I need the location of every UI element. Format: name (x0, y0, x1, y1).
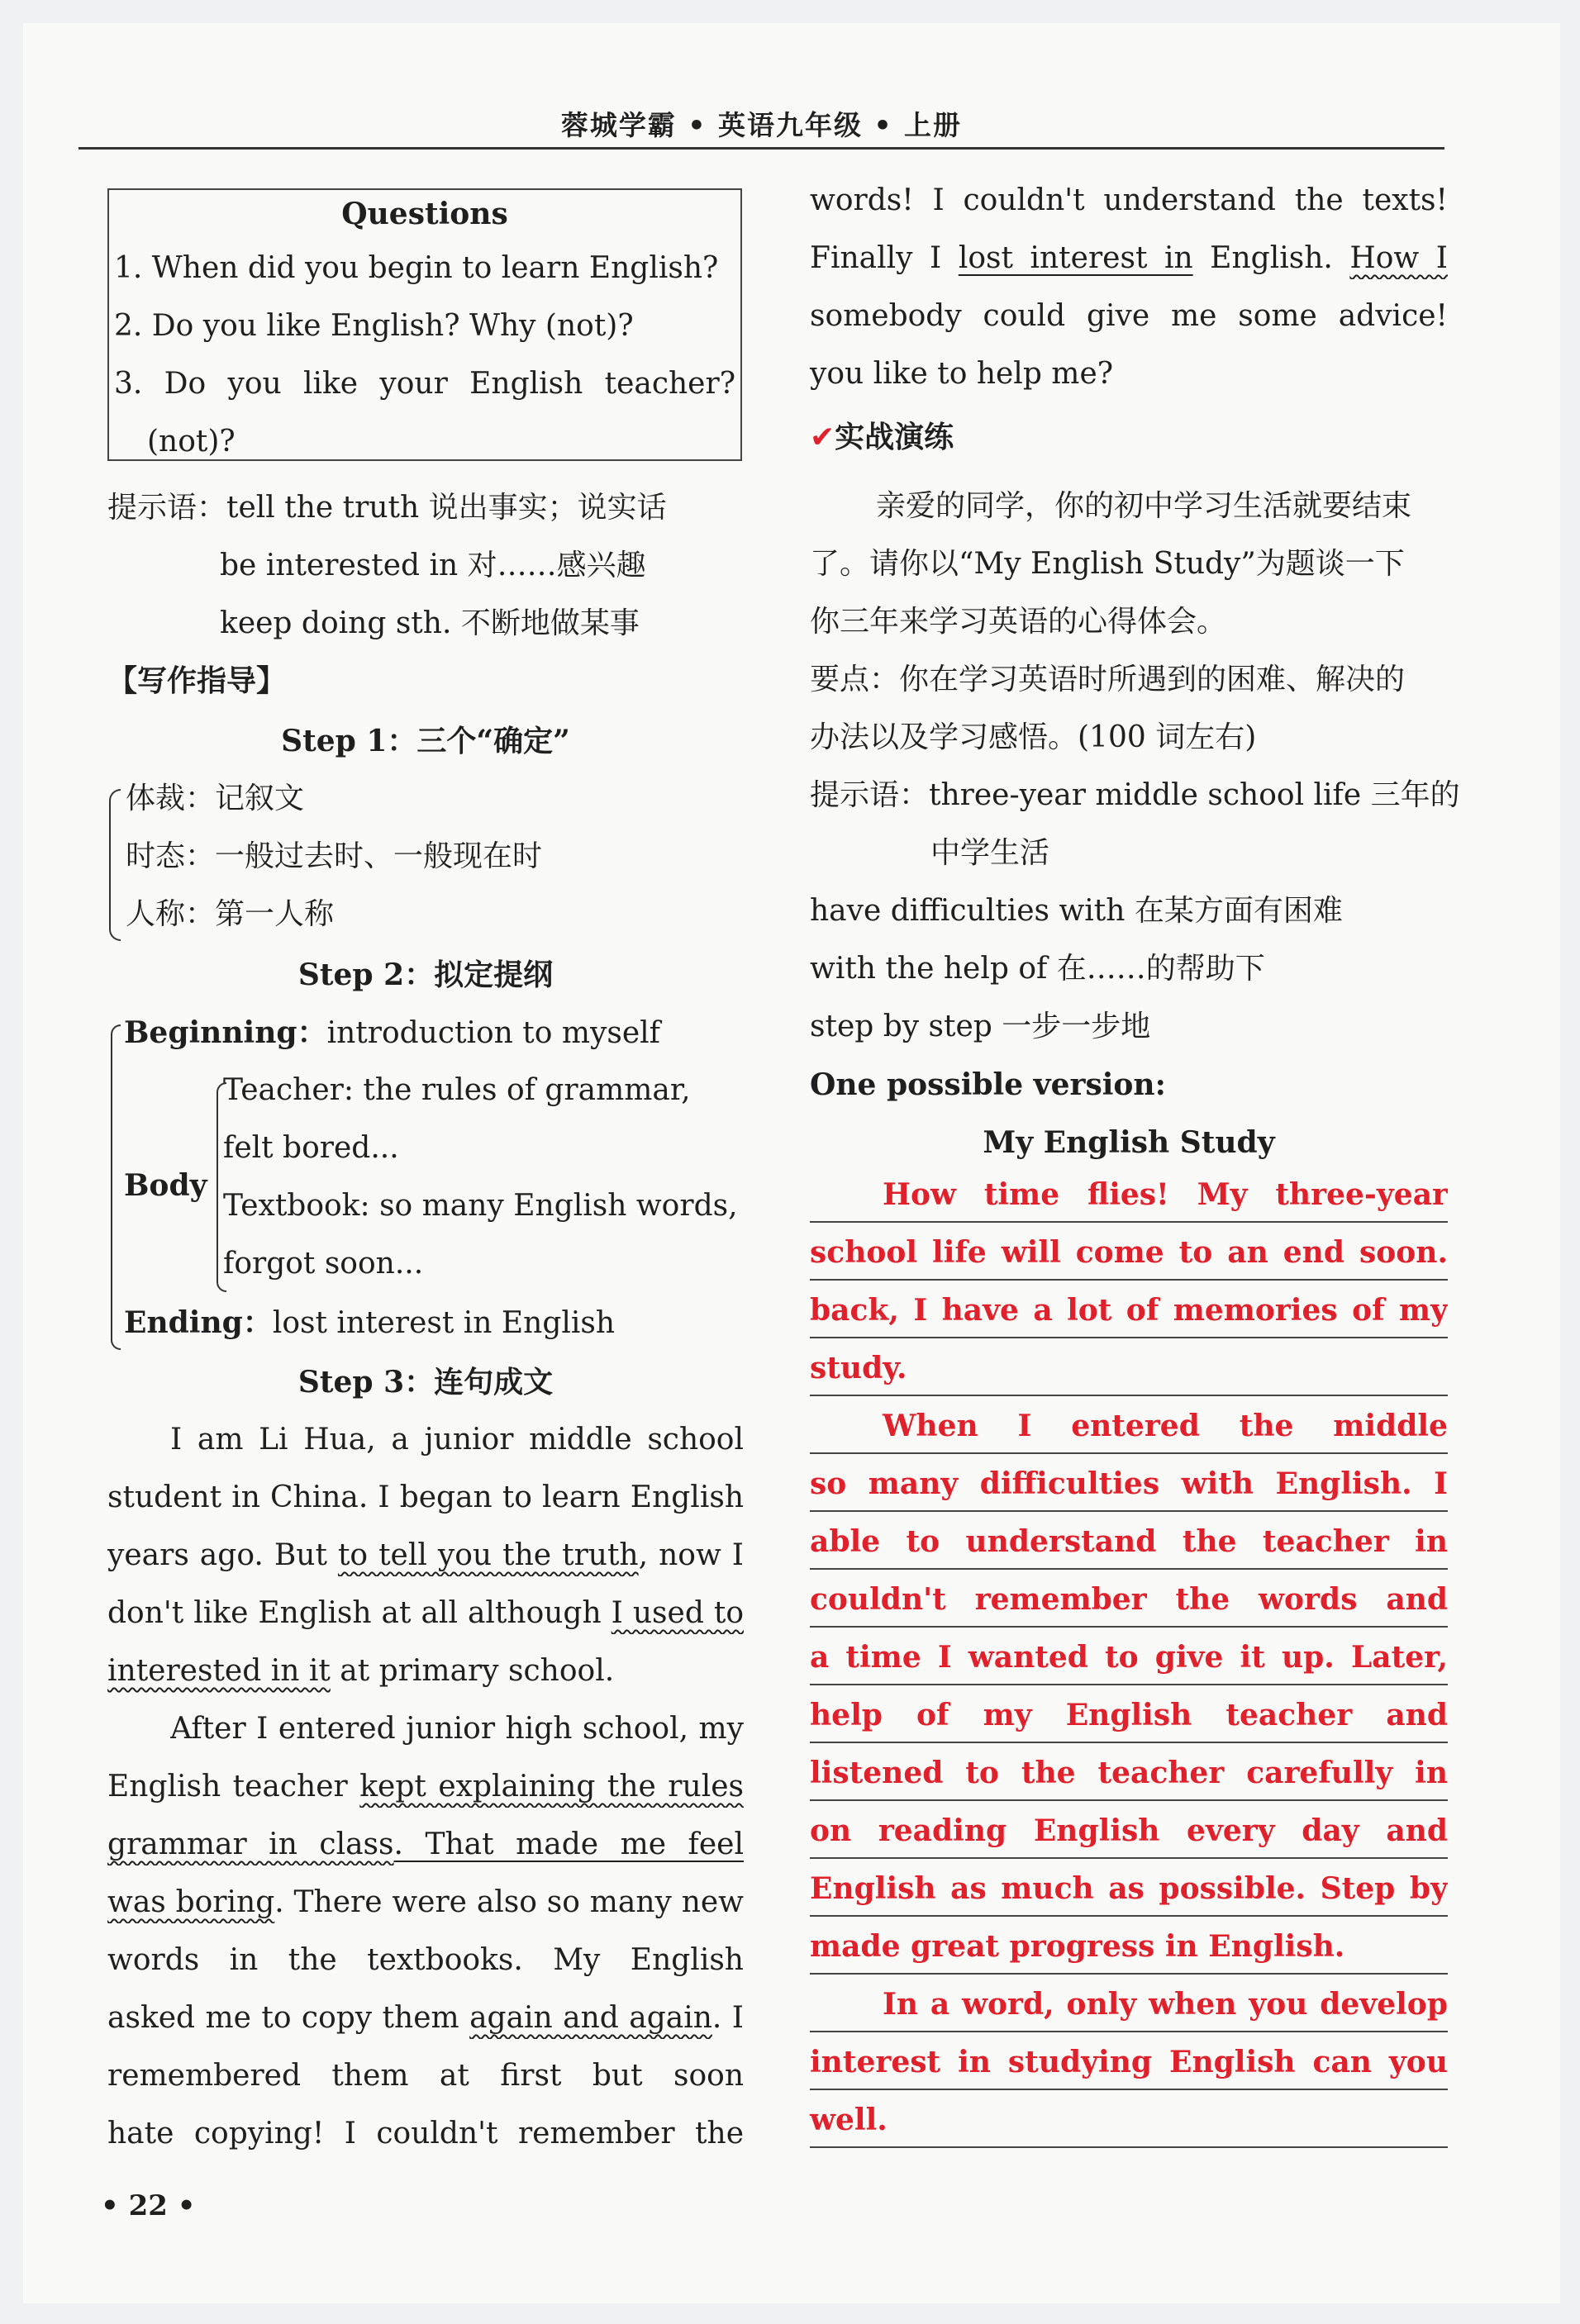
essay-text: at primary school. (330, 1654, 615, 1688)
task-line: 你三年来学习英语的心得体会。 (810, 605, 1227, 639)
task-line: with the help of 在……的帮助下 (810, 952, 1265, 986)
essay-line (107, 1593, 744, 1634)
outline-body-line: forgot soon... (223, 1247, 424, 1281)
task-line: step by step 一步一步地 (810, 1010, 1151, 1043)
answer-line: a time I wanted to give it up. Later, (810, 1634, 1448, 1685)
step1-item-tense: 时态：一般过去时、一般现在时 (126, 839, 543, 873)
wavy-phrase: was boring (107, 1885, 275, 1919)
essay-line (107, 1882, 744, 1923)
hints-label: 提示语： (107, 491, 227, 525)
header-title: 蓉城学霸 • 英语九年级 • 上册 (560, 109, 963, 141)
step1-item-person: 人称：第一人称 (126, 897, 335, 931)
step-2-title: Step 2：拟定提纲 (297, 958, 554, 992)
essay-line (107, 1766, 744, 1808)
answer-line: made great progress in English. (810, 1923, 1448, 1975)
essay-line: somebody could give me some advice! (810, 299, 1448, 333)
essay-line (107, 1998, 744, 2039)
outline-ending (124, 1302, 760, 1344)
outline-brace (111, 1024, 121, 1350)
outline-body-line: felt bored... (223, 1131, 399, 1165)
question-1: 1. When did you begin to learn English? (114, 251, 719, 285)
underlined-phrase: lost interest in (958, 241, 1193, 275)
page-header (79, 97, 1444, 150)
answer-line: well. (810, 2097, 1448, 2148)
task-line: 亲爱的同学，你的初中学习生活就要结束 (876, 489, 1412, 523)
essay-line: I am Li Hua, a junior middle school (170, 1423, 744, 1457)
answer-line: back, I have a lot of memories of my (810, 1287, 1448, 1338)
wavy-phrase: to tell you the truth (337, 1538, 639, 1572)
essay-text: Finally I (810, 241, 959, 275)
essay-line: words! I couldn't understand the texts! (810, 183, 1448, 217)
ending-text: lost interest in English (272, 1306, 616, 1340)
underlined-phrase: . That made me feel (393, 1827, 744, 1861)
essay-line (810, 238, 1448, 279)
answer-line: so many difficulties with English. I (810, 1461, 1448, 1512)
answer-line: In a word, only when you develop (810, 1981, 1448, 2032)
answer-line: help of my English teacher and (810, 1692, 1448, 1743)
outline-beginning (124, 1012, 760, 1054)
wavy-phrase: grammar in class (107, 1827, 394, 1861)
questions-title: Questions (341, 197, 508, 231)
answer-line: English as much as possible. Step by (810, 1865, 1448, 1917)
hints-line-1 (107, 487, 744, 529)
task-line: 办法以及学习感悟。(100 词左右) (810, 720, 1257, 754)
essay-text: . I (711, 2001, 744, 2035)
wavy-phrase: kept explaining the rules (359, 1770, 744, 1804)
practice-title-text: 实战演练 (835, 421, 954, 454)
questions-box (107, 188, 742, 461)
answer-line: on reading English every day and (810, 1808, 1448, 1859)
beginning-label: Beginning： (124, 1015, 327, 1050)
essay-text: English teacher (107, 1770, 360, 1804)
task-line: 了。请你以“My English Study”为题谈一下 (810, 547, 1405, 581)
essay-line: you like to help me? (810, 357, 1114, 391)
hint-item: tell the truth 说出事实；说实话 (226, 491, 667, 525)
answer-line: able to understand the teacher in (810, 1518, 1448, 1570)
outline-body-line: Teacher: the rules of grammar, (223, 1073, 691, 1107)
beginning-text: introduction to myself (326, 1016, 660, 1050)
answer-line: How time flies! My three-year (810, 1172, 1448, 1223)
outline-body-line: Textbook: so many English words, (223, 1189, 738, 1223)
question-2: 2. Do you like English? Why (not)? (114, 309, 634, 343)
page-number: • 22 • (101, 2189, 196, 2222)
answer-line: couldn't remember the words and (810, 1576, 1448, 1628)
essay-text: English. (1192, 241, 1350, 275)
answer-line: interest in studying English can you (810, 2039, 1448, 2090)
wavy-phrase: I used to (611, 1596, 744, 1630)
essay-text: asked me to copy them (107, 2001, 470, 2035)
essay-line: remembered them at first but soon (107, 2059, 744, 2093)
question-3-cont: (not)? (147, 425, 236, 459)
hint-item: be interested in 对……感兴趣 (220, 549, 646, 582)
essay-line: student in China. I began to learn English (107, 1480, 744, 1514)
wavy-phrase: again and again (469, 2001, 712, 2035)
task-line: 要点：你在学习英语时所遇到的困难、解决的 (810, 663, 1406, 696)
step-1-title: Step 1：三个“确定” (281, 724, 570, 758)
answer-line: When I entered the middle (810, 1403, 1448, 1454)
essay-text: don't like English at all although (107, 1596, 612, 1630)
hint-item: keep doing sth. 不断地做某事 (220, 606, 640, 640)
answer-line: school life will come to an end soon. (810, 1229, 1448, 1281)
essay-line (107, 1535, 744, 1576)
essay-text: . There were also so many new (274, 1885, 744, 1919)
essay-line: words in the textbooks. My English (107, 1943, 744, 1977)
answer-line: listened to the teacher carefully in (810, 1750, 1448, 1801)
essay-line (107, 1824, 744, 1865)
version-label: One possible version: (810, 1067, 1166, 1102)
question-3: 3. Do you like your English teacher? (114, 367, 735, 401)
wavy-phrase: interested in it (107, 1654, 331, 1688)
practice-title (810, 417, 1448, 459)
step-3-title: Step 3：连句成文 (297, 1365, 554, 1400)
essay-title: My English Study (983, 1125, 1275, 1160)
answer-line: study. (810, 1345, 1448, 1396)
essay-line: hate copying! I couldn't remember the (107, 2117, 744, 2151)
checkmark-icon: ✔ (810, 421, 835, 454)
essay-line: After I entered junior high school, my (170, 1712, 744, 1746)
outline-body-label: Body (124, 1168, 207, 1203)
essay-text: , now I (638, 1538, 744, 1572)
wavy-phrase: How I (1349, 241, 1448, 275)
writing-guide-title: 【写作指导】 (107, 664, 287, 698)
task-line: 提示语：three-year middle school life 三年的 (810, 778, 1460, 812)
essay-text: years ago. But (107, 1538, 338, 1572)
task-line: 中学生活 (930, 836, 1050, 870)
ending-label: Ending： (124, 1305, 273, 1340)
step1-brace (109, 789, 121, 941)
step1-item-genre: 体裁：记叙文 (126, 782, 305, 815)
task-line: have difficulties with 在某方面有困难 (810, 894, 1343, 928)
essay-line (107, 1651, 744, 1692)
